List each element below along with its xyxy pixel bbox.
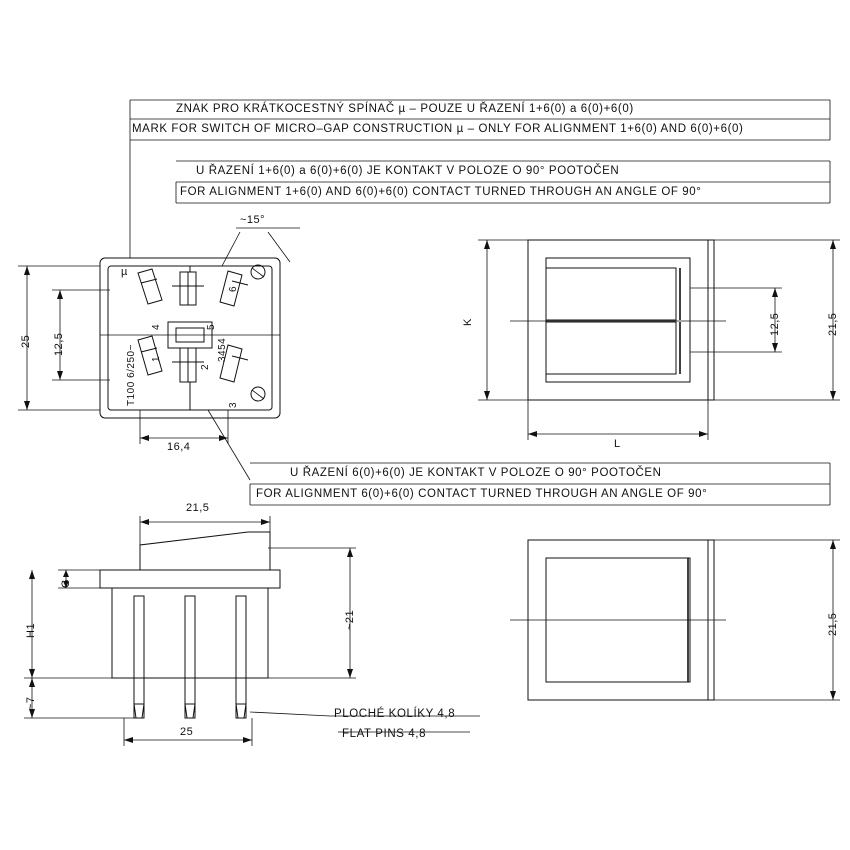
dim-21-5-top: 21,5 <box>186 502 210 514</box>
dim-12-5-v: 12,5 <box>53 332 65 356</box>
dim-21-right: ~21 <box>344 609 356 630</box>
terminal-6: 6 <box>228 285 239 292</box>
note-3-cz: U ŘAZENÍ 6(0)+6(0) JE KONTAKT V POLOZE O 90° POOTOČEN <box>290 467 662 479</box>
note-1-cz: ZNAK PRO KRÁTKOCESTNÝ SPÍNAČ µ – POUZE U ŘAZENÍ 1+6(0) a 6(0)+6(0) <box>176 103 634 115</box>
terminal-1: 1 <box>151 355 162 362</box>
dim-G: G <box>60 578 72 588</box>
mark-mu: µ <box>121 266 128 278</box>
callout-flat-pins-en: FLAT PINS 4,8 <box>342 728 427 740</box>
rating-text: T100 6/250~ <box>126 344 137 406</box>
dim-25-v: 25 <box>20 334 32 348</box>
dim-K: K <box>462 318 474 326</box>
terminal-2: 2 <box>200 363 211 370</box>
dim-12-5-tr: 12,5 <box>769 312 781 336</box>
note-1-en: MARK FOR SWITCH OF MICRO–GAP CONSTRUCTION µ – ONLY FOR ALIGNMENT 1+6(0) AND 6(0)+6(0) <box>132 123 744 135</box>
note-2-en: FOR ALIGNMENT 1+6(0) AND 6(0)+6(0) CONTACT TURNED THROUGH AN ANGLE OF 90° <box>180 186 702 198</box>
code-3454: 3454 <box>217 337 228 362</box>
dim-21-5-br: 21,5 <box>827 612 839 636</box>
note-2-cz: U ŘAZENÍ 1+6(0) a 6(0)+6(0) JE KONTAKT V POLOZE O 90° POOTOČEN <box>196 165 620 177</box>
dim-angle-15: ~15° <box>240 214 266 226</box>
terminal-4: 4 <box>151 323 162 330</box>
dim-L: L <box>614 438 621 450</box>
dim-7: ~7 <box>25 696 37 710</box>
dim-H1: H1 <box>25 622 37 638</box>
dim-16-4-h: 16,4 <box>167 441 191 453</box>
note-3-en: FOR ALIGNMENT 6(0)+6(0) CONTACT TURNED THROUGH AN ANGLE OF 90° <box>256 488 708 500</box>
dim-21-5-tr: 21,5 <box>827 312 839 336</box>
terminal-3: 3 <box>228 401 239 408</box>
callout-flat-pins-cz: PLOCHÉ KOLÍKY 4,8 <box>334 708 456 720</box>
terminal-5: 5 <box>206 323 217 330</box>
dim-25-bottom: 25 <box>180 726 194 738</box>
